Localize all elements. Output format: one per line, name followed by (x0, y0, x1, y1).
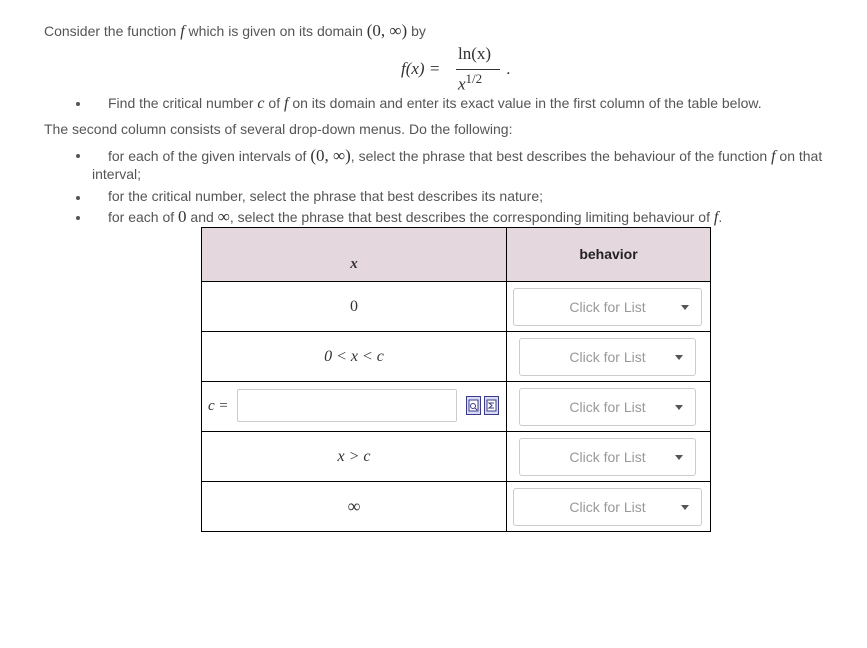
behavior-cell (507, 432, 711, 482)
chevron-down-icon (675, 455, 683, 460)
behavior-dropdown[interactable]: Click for List (513, 488, 702, 526)
table-row (202, 332, 711, 382)
bullet-critical-number: Find the critical number c of f on its domain and enter its exact value in the first column of the table below. (108, 95, 762, 112)
table-header-row (202, 228, 711, 282)
critical-number-input-group (202, 382, 506, 431)
formula-period: . (506, 59, 511, 78)
row-x-interval-left: 0 < x < c (202, 332, 507, 382)
bullet-critical-nature: for the critical number, select the phrase that best describes its nature; (108, 188, 543, 204)
behavior-table (201, 227, 711, 532)
sigma-icon[interactable] (484, 396, 499, 415)
bullet-intervals: for each of the given intervals of (0, ∞), select the phrase that best describes the behaviour of the function f on that (108, 146, 823, 165)
table-row (202, 432, 711, 482)
critical-number-input[interactable] (237, 389, 457, 422)
chevron-down-icon (681, 505, 689, 510)
bullet-intervals-continued: interval; (92, 166, 142, 182)
chevron-down-icon (675, 405, 683, 410)
table-row (202, 382, 711, 432)
instructions-text: The second column consists of several drop-down menus. Do the following: (44, 121, 513, 137)
header-x: x (202, 228, 507, 282)
chevron-down-icon (681, 305, 689, 310)
behavior-cell (507, 382, 711, 432)
bullet-dot (76, 196, 80, 200)
bullet-limits: for each of 0 and ∞, select the phrase that best describes the corresponding limiting behaviour of f. (108, 207, 723, 226)
behavior-dropdown[interactable]: Click for List (519, 388, 696, 426)
bullet-dot (76, 102, 80, 106)
behavior-cell (507, 482, 711, 532)
bullet-dot (76, 154, 80, 158)
function-formula (398, 44, 528, 92)
f-symbol: f (180, 23, 185, 40)
row-x-infinity: ∞ (202, 482, 507, 532)
behavior-cell (507, 282, 711, 332)
behavior-dropdown[interactable]: Click for List (519, 438, 696, 476)
row-x-zero: 0 (202, 282, 507, 332)
row-x-interval-right: x > c (202, 432, 507, 482)
behavior-cell (507, 332, 711, 382)
critical-number-cell (202, 382, 507, 432)
header-behavior: behavior (507, 228, 711, 282)
equation-editor-icon[interactable] (466, 396, 481, 415)
formula-denominator: $x^{1/2}$ (458, 71, 483, 94)
intro-text: Consider the function f which is given on its domain (0, ∞) by (44, 21, 426, 40)
domain-interval: (0, ∞) (366, 21, 408, 40)
chevron-down-icon (675, 355, 683, 360)
bullet-dot (76, 216, 80, 220)
formula-numerator: ln(x) (458, 44, 492, 63)
behavior-dropdown[interactable]: Click for List (519, 338, 696, 376)
formula-lhs: f(x) = (401, 59, 441, 78)
c-label: c = (208, 398, 229, 414)
behavior-dropdown[interactable]: Click for List (513, 288, 702, 326)
table-row (202, 482, 711, 532)
table-row (202, 282, 711, 332)
fraction-bar (456, 69, 500, 70)
